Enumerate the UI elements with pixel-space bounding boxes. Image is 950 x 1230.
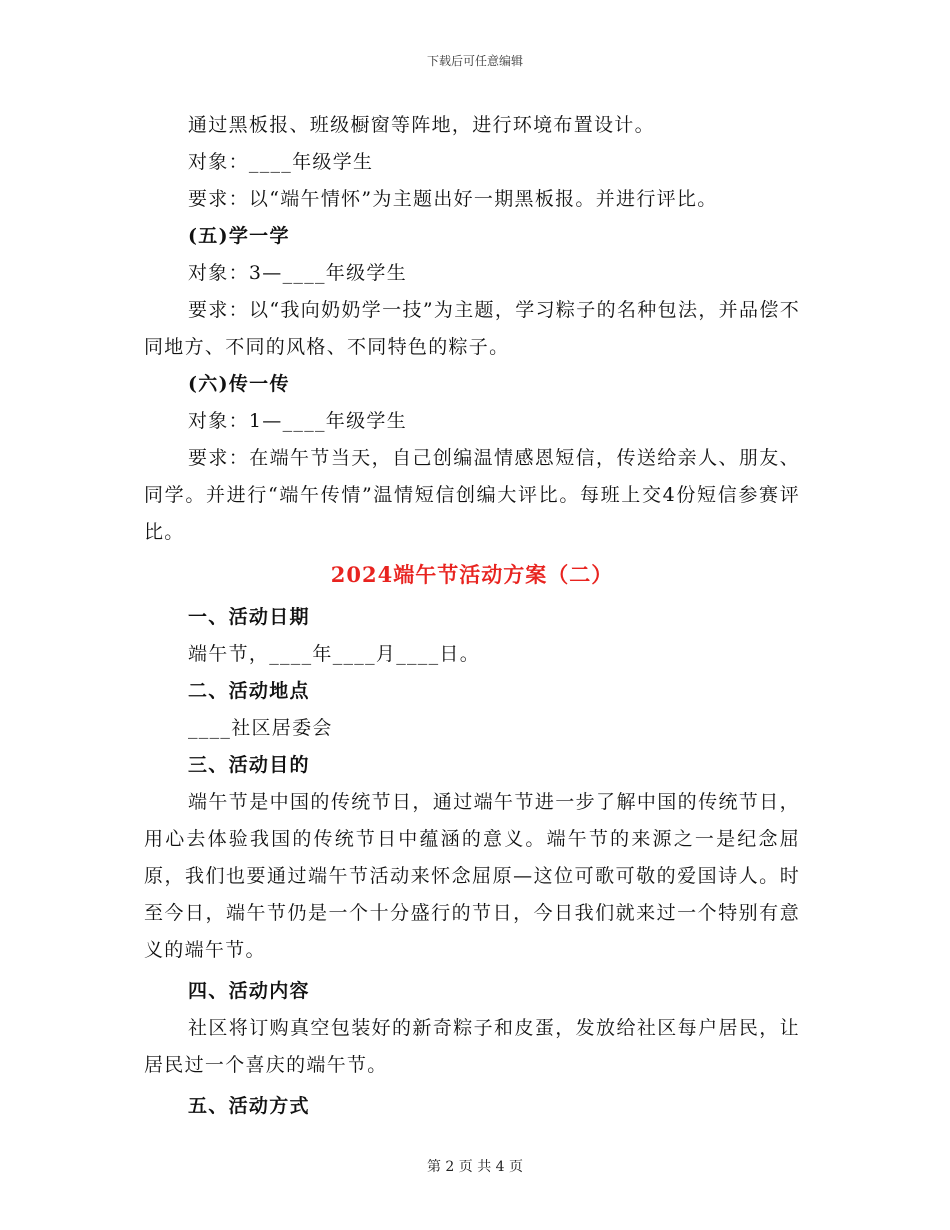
section1-intro: 通过黑板报、班级橱窗等阵地，进行环境布置设计。 (188, 114, 655, 136)
content-text: 社区将订购真空包装好的新奇粽子和皮蛋，发放给社区每户居民，让居民过一个喜庆的端午节。 (144, 1017, 800, 1076)
section6-requirement: 要求：在端午节当天，自己创编温情感恩短信，传送给亲人、朋友、同学。并进行“端午传情”温情短信创编大评比。每班上交4份短信参赛评比。 (144, 447, 800, 543)
section5-heading: (五)学一学 (188, 225, 290, 247)
section1-object: 对象：____年级学生 (188, 151, 374, 173)
section1-requirement: 要求：以“端午情怀”为主题出好一期黑板报。并进行评比。 (188, 188, 718, 210)
date-heading: 一、活动日期 (188, 606, 310, 628)
plan2-title: 2024端午节活动方案（二） (330, 562, 614, 587)
document-body (144, 107, 800, 1125)
purpose-text: 端午节是中国的传统节日，通过端午节进一步了解中国的传统节日，用心去体验我国的传统节日中蕴涵的意义。端午节的来源之一是纪念屈原，我们也要通过端午节活动来怀念屈原—这位可歌可敬的爱国诗人。时至今日，端午节仍是一个十分盛行的节日，今日我们就来过一个特别有意义的端午节。 (144, 791, 800, 961)
method-heading: 五、活动方式 (188, 1095, 310, 1117)
place-text: ____社区居委会 (188, 717, 333, 739)
page-header: 下载后可任意编辑 (426, 54, 523, 68)
place-heading: 二、活动地点 (188, 680, 310, 702)
content-heading: 四、活动内容 (188, 980, 310, 1002)
section6-object: 对象：1—____年级学生 (188, 410, 407, 432)
page-footer: 第 2 页 共 4 页 (426, 1159, 524, 1175)
section5-requirement: 要求：以“我向奶奶学一技”为主题，学习粽子的名种包法，并品偿不同地方、不同的风格、不同特色的粽子。 (144, 299, 800, 358)
section5-object: 对象：3—____年级学生 (188, 262, 407, 284)
purpose-heading: 三、活动目的 (188, 754, 310, 776)
date-text: 端午节，____年____月____日。 (188, 643, 481, 665)
section6-heading: (六)传一传 (188, 373, 290, 395)
